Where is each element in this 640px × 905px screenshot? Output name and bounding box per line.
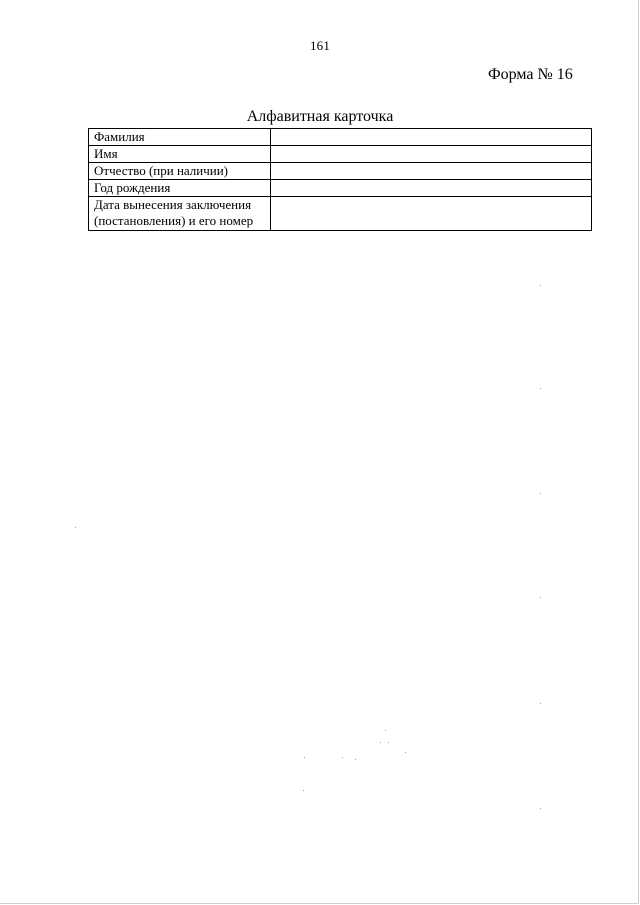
scan-speck <box>342 757 343 758</box>
scan-speck <box>540 808 541 809</box>
first-name-label: Имя <box>89 146 271 163</box>
scan-speck <box>385 730 386 731</box>
surname-value <box>271 129 592 146</box>
scan-speck <box>75 527 76 528</box>
first-name-value <box>271 146 592 163</box>
scan-speck <box>540 703 541 704</box>
card-title: Алфавитная карточка <box>246 108 394 125</box>
page-number: 161 <box>309 38 331 53</box>
scan-speck <box>355 759 356 760</box>
birth-year-value <box>271 180 592 197</box>
conclusion-date-label: Дата вынесения заключения (постановления) и его номер <box>89 197 271 231</box>
form-number: Форма № 16 <box>488 66 573 83</box>
scan-speck <box>304 757 305 758</box>
birth-year-value-text <box>271 180 591 196</box>
first-name-value-text <box>271 146 591 162</box>
surname-value-text <box>271 129 591 145</box>
scan-speck <box>540 597 541 598</box>
table-row-surname <box>89 129 592 146</box>
scan-speck <box>540 285 541 286</box>
scan-speck <box>540 493 541 494</box>
scan-speck <box>540 388 541 389</box>
birth-year-label: Год рождения <box>89 180 271 197</box>
table-row-conclusion-date <box>89 197 592 231</box>
patronymic-value <box>271 163 592 180</box>
surname-label: Фамилия <box>89 129 271 146</box>
scan-speck <box>380 742 381 743</box>
scan-speck <box>303 790 304 791</box>
conclusion-date-value <box>271 197 592 231</box>
table-row-birth-year <box>89 180 592 197</box>
table-row-first-name <box>89 146 592 163</box>
scan-speck <box>405 752 406 753</box>
table-row-patronymic <box>89 163 592 180</box>
scan-speck <box>388 742 389 743</box>
patronymic-label: Отчество (при наличии) <box>89 163 271 180</box>
alphabetical-card-table <box>88 128 592 231</box>
patronymic-value-text <box>271 163 591 179</box>
conclusion-date-value-text <box>271 197 591 230</box>
